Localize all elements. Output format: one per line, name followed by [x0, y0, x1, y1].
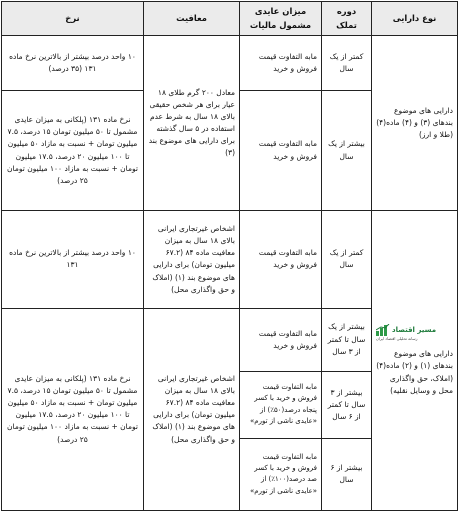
header-exemption: معافیت [144, 2, 240, 36]
header-rate: نرخ [2, 2, 144, 36]
rate-cell: ۱۰ واحد درصد بیشتر از بالاترین نرخ ماده ۱۳۱ [2, 211, 144, 309]
holding-period-cell: بیشتر از یک سال [322, 91, 372, 211]
exemption-property-long-cell: اشخاص غیرتجاری ایرانی بالای ۱۸ سال به میزان معافیت ماده ۸۴ (۶۷.۲ میلیون تومان) برای دارایی های موضوع بند (۱) (املاک و حق واگذاری محل) [144, 308, 240, 510]
exemption-gold-cell: معادل ۲۰۰ گرم طلای ۱۸ عیار برای هر شخص حقیقی بالای ۱۸ سال به شرط عدم استفاده در ۵ سال گذشته برای دارایی های موضوع بند (۳) [144, 36, 240, 211]
taxable-amount-cell: مابه التفاوت قیمت فروش و خرید [240, 91, 322, 211]
taxable-amount-cell: مابه التفاوت قیمت فروش و خرید [240, 308, 322, 371]
table-row [2, 211, 458, 309]
rate-cell: نرخ ماده ۱۳۱ (پلکانی به میزان عایدی مشمول تا ۵۰ میلیون تومان ۱۵ درصد، ۷.۵ میلیون تومان + نسبت به مازاد ۵۰ میلیون تا ۱۰۰ میلیون ۲۰ درصد، ۱۷.۵ میلیون تومان + نسبت به مازاد ۱۰۰ میلیون تومان ۲۵ درصد) [2, 91, 144, 211]
holding-period-cell: کمتر از یک سال [322, 211, 372, 309]
asset-type-property-cell [372, 211, 458, 511]
header-asset-type: نوع دارایی [372, 2, 458, 36]
exemption-property-short-cell: اشخاص غیرتجاری ایرانی بالای ۱۸ سال به میزان معافیت ماده ۸۴ (۶۷.۲ میلیون تومان) برای دارایی های موضوع بند (۱) (املاک و حق واگذاری محل) [144, 211, 240, 309]
holding-period-cell: بیشتر از یک سال تا کمتر از ۳ سال [322, 308, 372, 371]
header-taxable-amount: میزان عایدی مشمول مالیات [240, 2, 322, 36]
holding-period-cell: بیشتر از ۳ سال تا کمتر از ۶ سال [322, 371, 372, 438]
asset-type-property: دارایی های موضوع بندهای (۱) و (۲) ماده(۴) (املاک، حق واگذاری محل و وسایل نقلیه) [376, 349, 453, 395]
chart-bars-icon [376, 324, 390, 336]
taxable-amount-cell: مابه التفاوت قیمت فروش و خرید با کسر پنجاه درصد(۵۰٪) از «عایدی ناشی از تورم» [240, 371, 322, 438]
header-row [2, 2, 458, 36]
header-holding-period: دوره تملک [322, 2, 372, 36]
taxable-amount-cell: مابه التفاوت قیمت فروش و خرید با کسر صد درصد(۱۰۰٪) از «عایدی ناشی از تورم» [240, 438, 322, 510]
table-row [2, 36, 458, 91]
rate-cell: ۱۰ واحد درصد بیشتر از بالاترین نرخ ماده ۱۳۱ (۳۵ درصد) [2, 36, 144, 91]
rate-progressive-cell: نرخ ماده ۱۳۱ (پلکانی به میزان عایدی مشمول تا ۵۰ میلیون تومان ۱۵ درصد، ۷.۵ میلیون تومان + نسبت به مازاد ۵۰ میلیون تا ۱۰۰ میلیون ۲۰ درصد، ۱۷.۵ میلیون تومان + نسبت به مازاد ۱۰۰ میلیون تومان ۲۵ درصد) [2, 308, 144, 510]
logo-block [376, 324, 453, 342]
taxable-amount-cell: مابه التفاوت قیمت فروش و خرید [240, 36, 322, 91]
capital-gains-tax-table [1, 1, 458, 511]
logo-tagline: رسانه تحلیلی اقتصاد ایران [376, 336, 418, 342]
logo-name: مسیر اقتصاد [392, 325, 437, 334]
holding-period-cell: کمتر از یک سال [322, 36, 372, 91]
taxable-amount-cell: مابه التفاوت قیمت فروش و خرید [240, 211, 322, 309]
asset-type-gold-currency: دارایی های موضوع بندهای (۳) و (۴) ماده(۴) (طلا و ارز) [372, 36, 458, 211]
logo [376, 324, 436, 336]
holding-period-cell: بیشتر از ۶ سال [322, 438, 372, 510]
